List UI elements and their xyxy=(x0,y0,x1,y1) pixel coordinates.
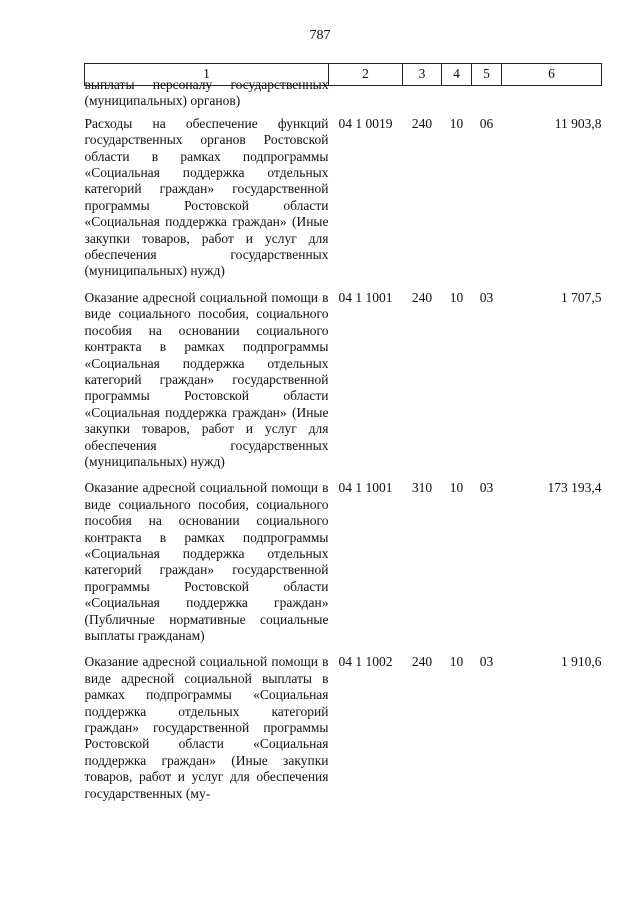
header-col-2: 2 xyxy=(329,64,403,86)
row-name: Оказание адресной социальной помощи в виде социального пособия, социального пособия на основании социального контракта в рамках подпрограммы «Социальная поддержка отдельных категорий граждан» государственной программы Ростовской области «Социальная поддержка граждан» (Публичные нормативные социальные выплаты гражданам) xyxy=(84,480,329,643)
row-expense-type: 240 xyxy=(411,289,433,305)
row-section: 10 xyxy=(449,654,464,670)
table-row xyxy=(85,474,602,648)
row-amount: 1 910,6 xyxy=(561,654,602,670)
table-row xyxy=(85,110,602,284)
row-expense-type: 310 xyxy=(411,480,433,496)
row-subsection: 03 xyxy=(479,654,494,670)
continuation-row xyxy=(85,86,602,110)
budget-table xyxy=(84,63,602,806)
table-row xyxy=(85,648,602,806)
row-target-article: 04 1 1001 xyxy=(338,289,393,305)
header-col-4: 4 xyxy=(442,64,472,86)
page-number: 787 xyxy=(309,28,331,43)
header-col-5: 5 xyxy=(472,64,502,86)
table-row xyxy=(85,284,602,474)
row-name: Оказание адресной социальной помощи в виде адресной социальной выплаты в рамках подпрограммы «Социальная поддержка отдельных категорий граждан» государственной программы Ростовской области «Социальная поддержка граждан» (Иные закупки товаров, работ и услуг для обеспечения государственных (му- xyxy=(84,654,329,801)
row-name: Оказание адресной социальной помощи в виде социального пособия, социального пособия на основании социального контракта в рамках подпрограммы «Социальная поддержка отдельных категорий граждан» государственной программы Ростовской области «Социальная поддержка граждан» (Иные закупки товаров, работ и услуг для обеспечения государственных (муниципальных) нужд) xyxy=(84,289,329,469)
row-target-article: 04 1 1002 xyxy=(338,654,393,670)
row-target-article: 04 1 1001 xyxy=(338,480,393,496)
row-name: Расходы на обеспечение функций государственных органов Ростовской области в рамках подпрограммы «Социальная поддержка отдельных категорий граждан» государственной программы Ростовской области «Социальная поддержка граждан» (Иные закупки товаров, работ и услуг для обеспечения государственных (муниципальных) нужд) xyxy=(84,115,329,279)
row-section: 10 xyxy=(449,289,464,305)
row-amount: 173 193,4 xyxy=(547,480,602,496)
row-subsection: 06 xyxy=(479,115,494,131)
row-amount: 11 903,8 xyxy=(554,115,602,131)
row-expense-type: 240 xyxy=(411,115,433,131)
table-body xyxy=(84,77,602,807)
header-col-3: 3 xyxy=(403,64,442,86)
row-section: 10 xyxy=(449,480,464,496)
header-col-1: 1 xyxy=(85,64,329,86)
row-target-article: 04 1 0019 xyxy=(338,115,393,131)
row-subsection: 03 xyxy=(479,480,494,496)
continuation-text: выплаты персоналу государственных (муниципальных) органов) xyxy=(84,77,329,109)
header-col-6: 6 xyxy=(502,64,602,86)
continuation-name-cell xyxy=(84,77,329,110)
row-amount: 1 707,5 xyxy=(561,289,602,305)
row-subsection: 03 xyxy=(479,289,494,305)
row-expense-type: 240 xyxy=(411,654,433,670)
row-section: 10 xyxy=(449,115,464,131)
